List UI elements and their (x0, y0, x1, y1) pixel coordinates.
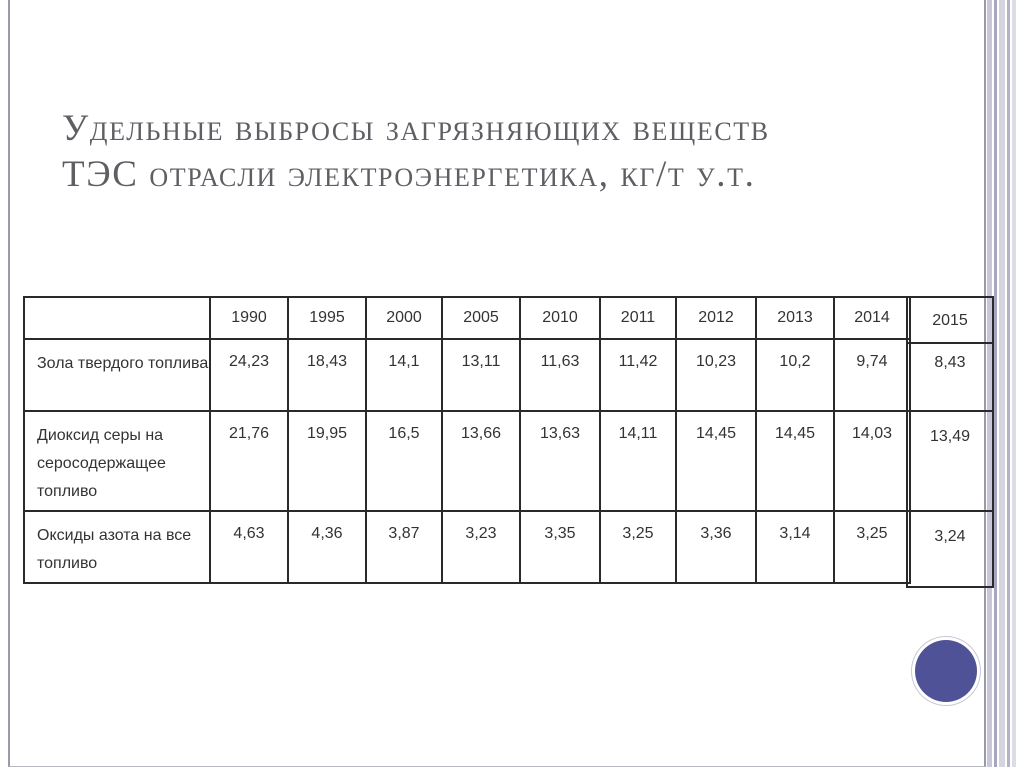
table-cell: 4,36 (288, 511, 366, 583)
table-row (24, 411, 910, 511)
table-cell: 13,11 (442, 339, 520, 411)
table-cell: 13,66 (442, 411, 520, 511)
table-cell: 3,36 (676, 511, 756, 583)
table-cell: 11,42 (600, 339, 676, 411)
year-header: 2013 (756, 297, 834, 339)
year-header: 1990 (210, 297, 288, 339)
table-cell: 13,63 (520, 411, 600, 511)
table-cell: 4,63 (210, 511, 288, 583)
table-cell: 13,49 (908, 414, 992, 512)
table-cell: 3,24 (934, 528, 966, 545)
table-row (24, 339, 910, 411)
year-header: 2010 (520, 297, 600, 339)
decor-stripe (1007, 0, 1010, 767)
slide-title (62, 106, 962, 198)
slide-title-line-2: ТЭС отрасли электроэнергетика, кг/т у.т. (62, 154, 756, 195)
table-cell: 21,76 (210, 411, 288, 511)
table-cell: 3,25 (834, 511, 910, 583)
year-header: 2015 (908, 298, 992, 344)
table-cell: 3,87 (366, 511, 442, 583)
table-cell: 14,45 (756, 411, 834, 511)
table-cell: 3,23 (442, 511, 520, 583)
decorative-circle (915, 640, 977, 702)
table-cell: 3,14 (756, 511, 834, 583)
corner-cell (24, 297, 210, 339)
row-label: Оксиды азота на все топливо (24, 511, 210, 583)
year-header: 2000 (366, 297, 442, 339)
decor-stripe (999, 0, 1005, 767)
table-cell: 11,63 (520, 339, 600, 411)
table-cell: 14,03 (834, 411, 910, 511)
table-cell: 10,23 (676, 339, 756, 411)
year-header: 2014 (834, 297, 910, 339)
header-row (24, 297, 910, 339)
emissions-table (23, 296, 911, 584)
table-cell: 14,1 (366, 339, 442, 411)
table-cell: 14,45 (676, 411, 756, 511)
slide-title-line-1: Удельные выбросы загрязняющих веществ (62, 108, 770, 149)
table-cell: 10,2 (756, 339, 834, 411)
table-cell: 16,5 (366, 411, 442, 511)
table-cell: 24,23 (210, 339, 288, 411)
table-cell: 14,11 (600, 411, 676, 511)
column-2015 (908, 296, 994, 588)
decor-stripe (994, 0, 997, 767)
year-header: 1995 (288, 297, 366, 339)
row-label: Диоксид серы на серосодержащее топливо (24, 411, 210, 511)
table-cell: 8,43 (908, 342, 992, 412)
table-cell: 3,25 (600, 511, 676, 583)
year-header: 2012 (676, 297, 756, 339)
decor-stripe (1012, 0, 1016, 767)
table-row (24, 511, 910, 583)
row-label: Зола твердого топлива (24, 339, 210, 411)
year-header: 2011 (600, 297, 676, 339)
table-cell: 19,95 (288, 411, 366, 511)
year-header: 2005 (442, 297, 520, 339)
table-cell: 3,35 (520, 511, 600, 583)
table-cell: 18,43 (288, 339, 366, 411)
table-cell: 9,74 (834, 339, 910, 411)
